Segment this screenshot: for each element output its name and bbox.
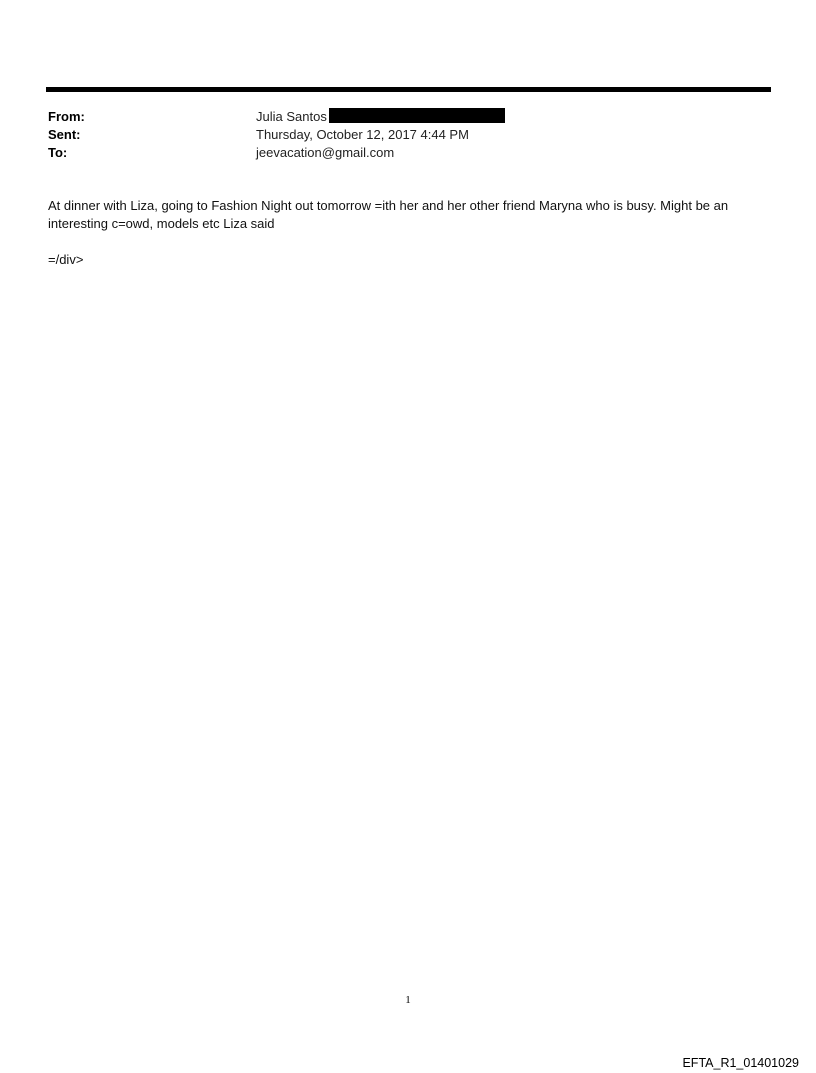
sent-value: Thursday, October 12, 2017 4:44 PM [256,127,469,142]
email-body [48,197,778,269]
from-value [256,108,505,126]
to-label: To: [48,145,68,160]
body-paragraph-closing: =/div> [48,252,84,267]
to-value: jeevacation@gmail.com [256,145,395,160]
to-row [48,144,505,162]
email-header [48,108,505,162]
sender-name: Julia Santos [256,109,327,124]
bates-number: EFTA_R1_01401029 [682,1056,799,1070]
from-label: From: [48,109,85,124]
page-number: 1 [405,994,411,1006]
header-divider-rule [46,87,771,92]
sent-label: Sent: [48,127,81,142]
sent-row [48,126,505,144]
redaction-box [329,108,505,123]
body-paragraph: At dinner with Liza, going to Fashion Night out tomorrow =ith her and her other friend Maryna who is busy. Might be an interesting c=owd, models etc Liza said [48,198,729,231]
from-row [48,108,505,126]
